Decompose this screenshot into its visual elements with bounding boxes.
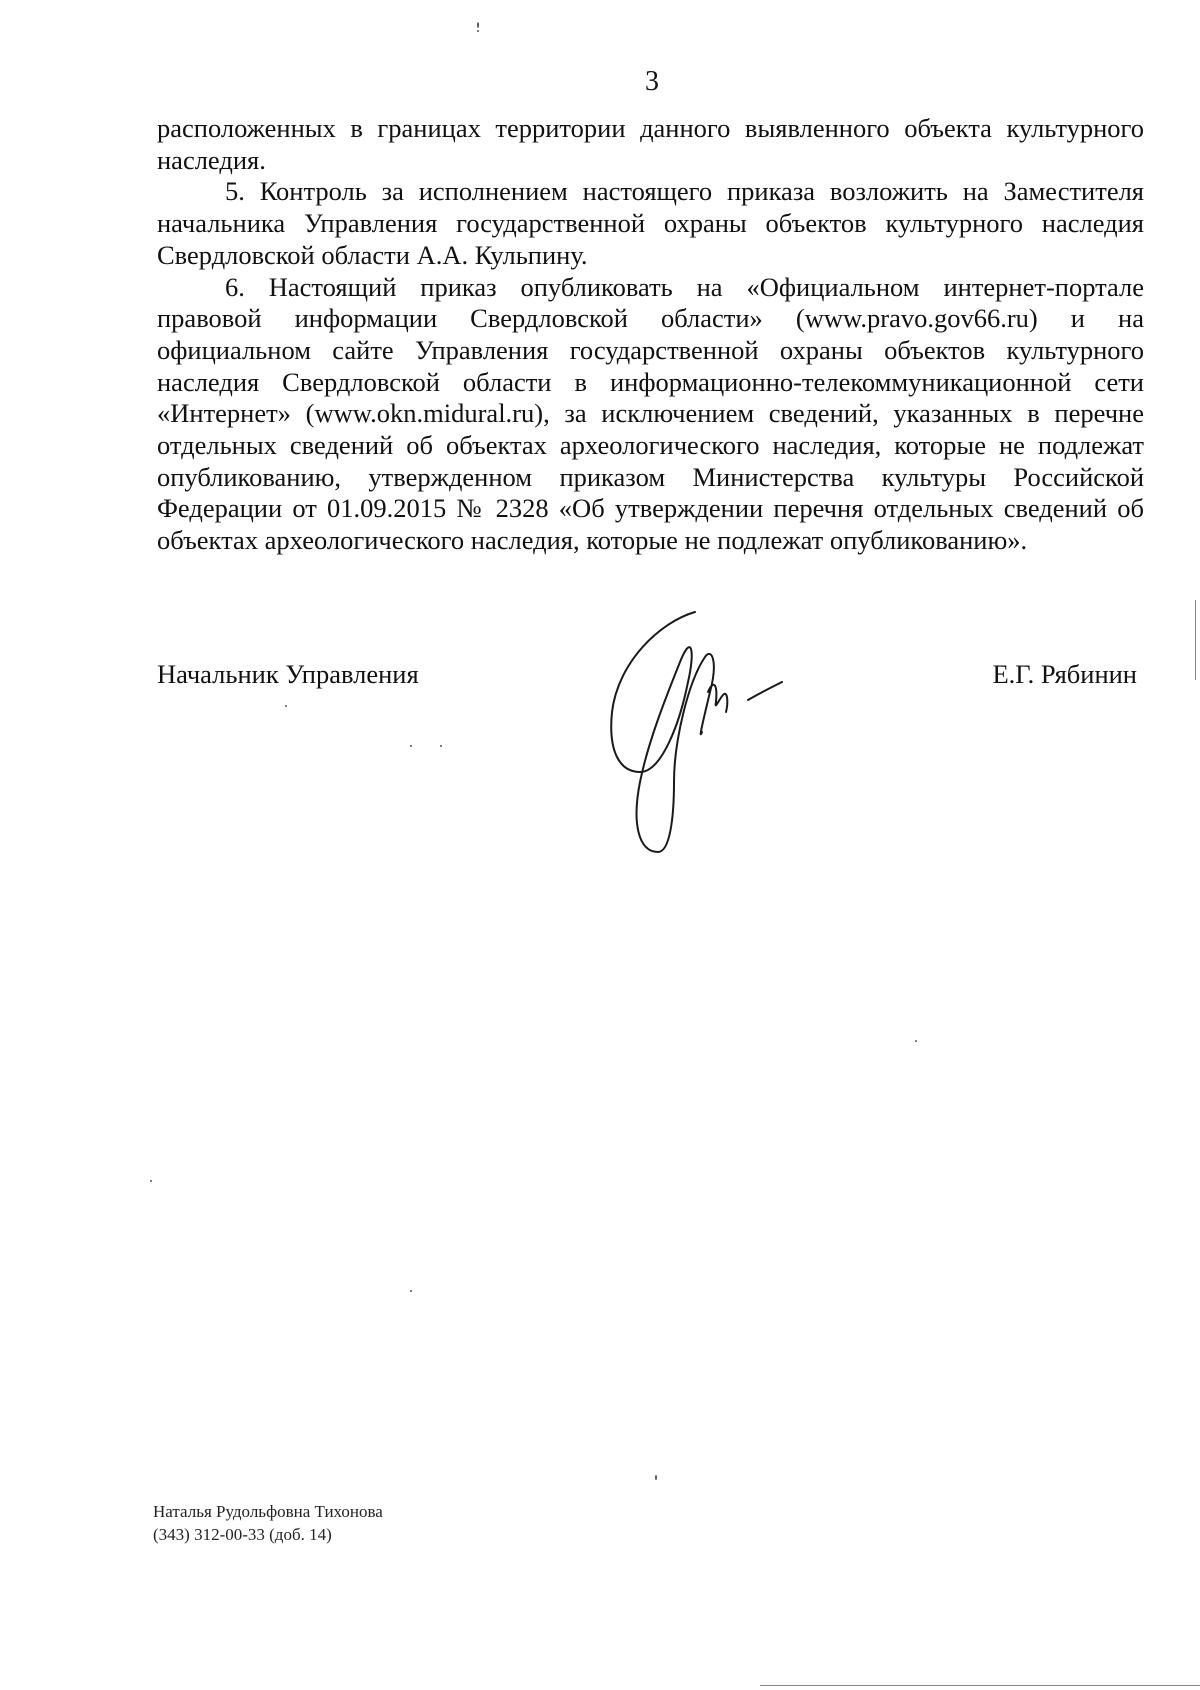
- scan-edge-line: [1195, 600, 1196, 680]
- scan-speck: [655, 1475, 657, 1480]
- scan-speck: [915, 1040, 917, 1042]
- scan-speck: [410, 1290, 412, 1292]
- scan-speck: [150, 1180, 152, 1182]
- contact-person: Наталья Рудольфовна Тихонова: [153, 1502, 383, 1521]
- scan-speck: [440, 745, 442, 747]
- scan-speck: [477, 30, 479, 32]
- scan-speck: [410, 745, 412, 747]
- paragraph-continuation: расположенных в границах территории данного выявленного объекта культурного наследия.: [157, 113, 1144, 175]
- contact-block: [153, 1500, 383, 1546]
- scan-speck: [285, 705, 287, 707]
- page-number: 3: [645, 66, 659, 97]
- paragraph-item-5: 5. Контроль за исполнением настоящего приказа возложить на Заместителя начальника Управления государственной охраны объектов культурного наследия Свердловской области А.А. Кульпину.: [157, 176, 1144, 270]
- signer-title: Начальник Управления: [157, 659, 419, 689]
- document-body: [157, 113, 1144, 557]
- scan-edge-line: [760, 1685, 1200, 1686]
- scan-speck: [477, 22, 479, 28]
- contact-phone: (343) 312-00-33 (доб. 14): [153, 1525, 332, 1544]
- paragraph-item-6: 6. Настоящий приказ опубликовать на «Официальном интернет-портале правовой информации Свердловской области» (www.pravo.gov66.ru) и на официальном сайте Управления государственной охраны объектов культурного наследия Свердловской области в информационно-телекоммуникационной сети «Интернет» (www.okn.midural.ru), за исключением сведений, указанных в перечне отдельных сведений об объектах археологического наследия, которые не подлежат опубликованию, утвержденном приказом Министерства культуры Российской Федерации от 01.09.2015 № 2328 «Об утверждении перечня отдельных сведений об объектах археологического наследия, которые не подлежат опубликованию».: [157, 271, 1144, 556]
- signer-name: Е.Г. Рябинин: [992, 659, 1137, 689]
- handwritten-signature: [600, 602, 820, 862]
